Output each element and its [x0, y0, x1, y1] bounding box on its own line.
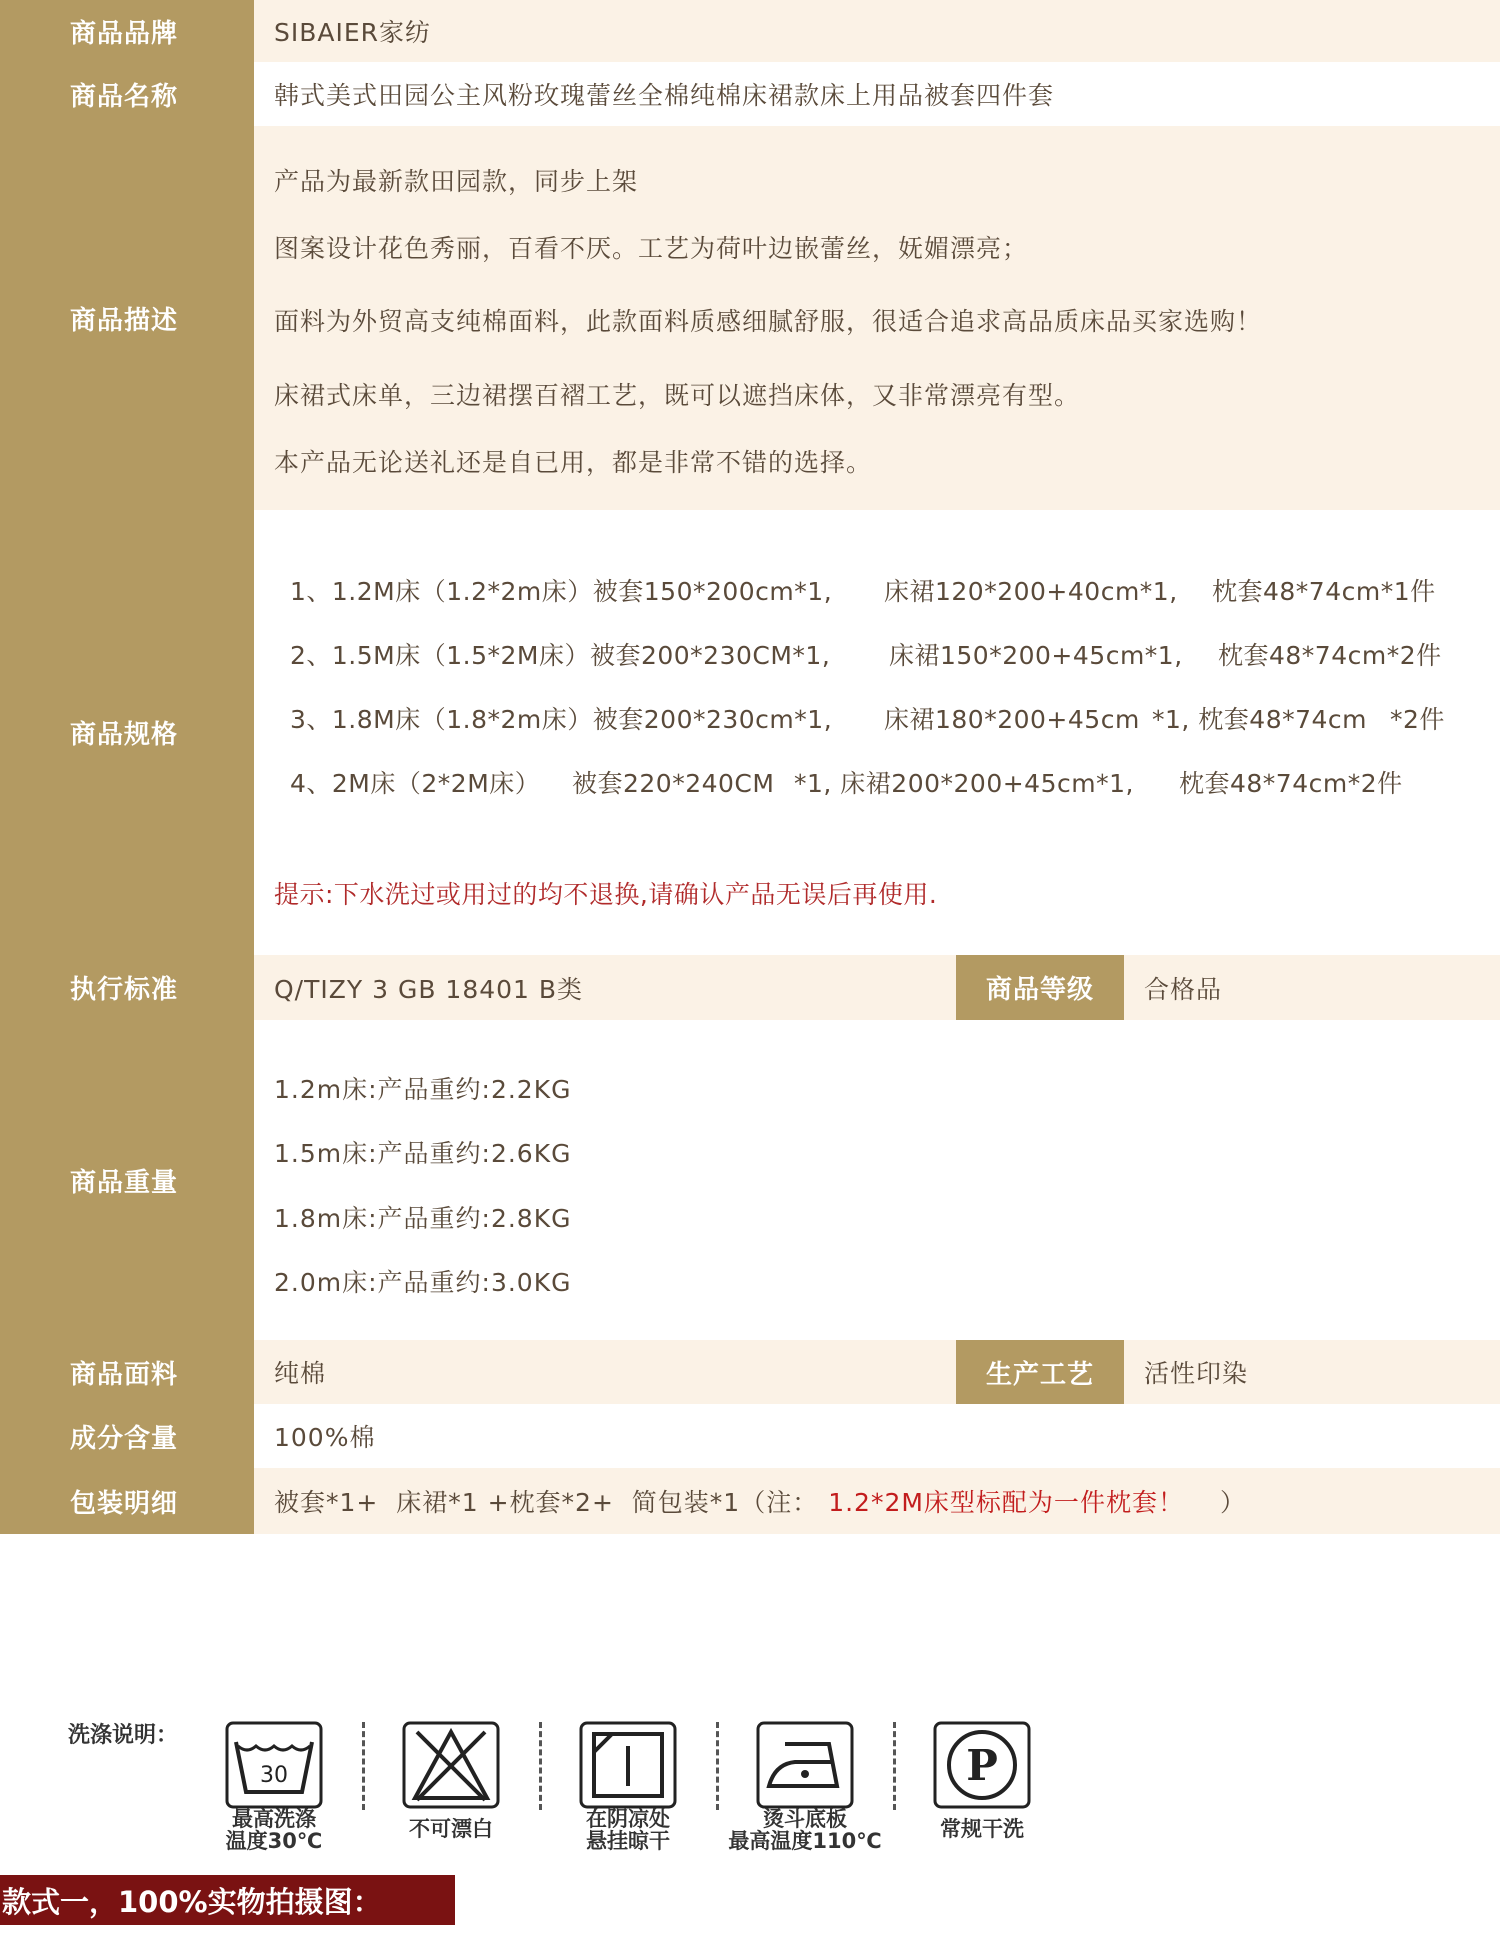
- name-label: 商品名称: [0, 62, 254, 126]
- description-value: [254, 126, 1500, 510]
- spec-item-3-pillow: *1, 枕套48*74cm: [1152, 705, 1368, 734]
- care-caption-wash: [224, 1808, 324, 1852]
- spec-item-2-pillow: 枕套48*74cm*2件: [1218, 641, 1442, 670]
- iron-110-icon: [755, 1720, 855, 1810]
- spec-value: [254, 510, 1500, 955]
- fabric-text: 纯棉: [274, 1359, 327, 1388]
- care-caption-line: 在阴凉处: [586, 1807, 670, 1831]
- description-line: 本产品无论送礼还是自已用，都是非常不错的选择。: [274, 448, 873, 477]
- weight-label: 商品重量: [0, 1020, 254, 1340]
- spec-item-4-size: 4、2M床（2*2M床）: [290, 769, 541, 798]
- description-row: [0, 126, 1500, 510]
- care-caption-line: 最高温度110℃: [728, 1829, 882, 1853]
- care-caption-line: 悬挂晾干: [586, 1829, 670, 1853]
- description-line: 面料为外贸高支纯棉面料，此款面料质感细腻舒服，很适合追求高品质床品买家选购！: [274, 307, 1263, 336]
- fabric-label: 商品面料: [0, 1340, 254, 1404]
- dry-clean-letter: P: [966, 1741, 998, 1790]
- description-line: 产品为最新款田园款，同步上架: [274, 167, 639, 196]
- care-separator: [893, 1722, 896, 1810]
- content-label: 成分含量: [0, 1404, 254, 1468]
- spec-item-2-skirt: 床裙150*200+45cm*1,: [889, 641, 1183, 670]
- dry-clean-p-icon: [932, 1720, 1032, 1810]
- care-separator: [716, 1722, 719, 1810]
- package-close: ）: [1219, 1488, 1246, 1517]
- standard-row: [0, 955, 1500, 1020]
- process-value: 活性印染: [1144, 1359, 1249, 1388]
- spec-item-3-quilt: 3、1.8M床（1.8*2m床）被套200*230cm*1,: [290, 705, 833, 734]
- style-banner: 款式一，100%实物拍摄图：: [0, 1875, 455, 1925]
- spec-label: 商品规格: [0, 510, 254, 955]
- care-caption-line: 常规干洗: [940, 1817, 1024, 1841]
- brand-label: 商品品牌: [0, 0, 254, 62]
- package-label: 包装明细: [0, 1468, 254, 1534]
- spec-item-1-pillow: 枕套48*74cm*1件: [1212, 577, 1436, 606]
- weight-line: 1.2m床:产品重约:2.2KG: [274, 1075, 572, 1104]
- weight-line: 2.0m床:产品重约:3.0KG: [274, 1268, 572, 1297]
- care-caption-bleach: [401, 1818, 501, 1840]
- standard-text: Q/TIZY 3 GB 18401 B类: [274, 974, 584, 1004]
- spec-item-4-skirt: *1, 床裙200*200+45cm*1,: [794, 769, 1134, 798]
- spec-notice: 提示:下水洗过或用过的均不退换,请确认产品无误后再使用.: [274, 880, 938, 909]
- no-bleach-icon: [401, 1720, 501, 1810]
- package-text: 被套*1+ 床裙*1 +枕套*2+ 简包装*1（注：: [274, 1488, 819, 1517]
- care-caption-line: 不可漂白: [409, 1817, 493, 1841]
- spec-item-1-quilt: 1、1.2M床（1.2*2m床）被套150*200cm*1,: [290, 577, 833, 606]
- weight-line: 1.8m床:产品重约:2.8KG: [274, 1204, 572, 1233]
- care-caption-iron: [725, 1808, 885, 1852]
- description-line: 床裙式床单，三边裙摆百褶工艺，既可以遮挡床体，又非常漂亮有型。: [274, 381, 1081, 410]
- shade-dry-icon: [578, 1720, 678, 1810]
- brand-row: [0, 0, 1500, 62]
- spec-item-3-skirt: 床裙180*200+45cm: [884, 705, 1140, 734]
- name-value: 韩式美式田园公主风粉玫瑰蕾丝全棉纯棉床裙款床上用品被套四件套: [254, 62, 1500, 126]
- spec-row: [0, 510, 1500, 955]
- package-note: 1.2*2M床型标配为一件枕套！: [828, 1488, 1184, 1517]
- process-label: 生产工艺: [956, 1340, 1124, 1404]
- wash-30-icon: [224, 1720, 324, 1810]
- standard-label: 执行标准: [0, 955, 254, 1020]
- wash-temp-number: 30: [260, 1763, 288, 1788]
- care-separator: [539, 1722, 542, 1810]
- care-separator: [362, 1722, 365, 1810]
- care-caption-dryclean: [932, 1818, 1032, 1840]
- spec-item-4-quilt: 被套220*240CM: [572, 769, 775, 798]
- spec-item-3-count: *2件: [1390, 705, 1445, 734]
- spec-item-2-quilt: 2、1.5M床（1.5*2M床）被套200*230CM*1,: [290, 641, 831, 670]
- spec-item-1-skirt: 床裙120*200+40cm*1,: [884, 577, 1178, 606]
- care-caption-line: 最高洗涤: [232, 1807, 316, 1831]
- description-line: 图案设计花色秀丽，百看不厌。工艺为荷叶边嵌蕾丝，妩媚漂亮；: [274, 234, 1029, 263]
- package-row: [0, 1468, 1500, 1534]
- grade-label: 商品等级: [956, 955, 1124, 1020]
- care-caption-dry: [578, 1808, 678, 1852]
- name-row: [0, 62, 1500, 126]
- weight-row: [0, 1020, 1500, 1340]
- description-label: 商品描述: [0, 126, 254, 510]
- content-row: [0, 1404, 1500, 1468]
- content-value: 100%棉: [254, 1404, 1500, 1468]
- standard-value: [254, 955, 1500, 1020]
- brand-value: SIBAIER家纺: [254, 0, 1500, 62]
- spec-item-4-pillow: 枕套48*74cm*2件: [1179, 769, 1403, 798]
- weight-value: [254, 1020, 1500, 1340]
- fabric-value: [254, 1340, 1500, 1404]
- weight-line: 1.5m床:产品重约:2.6KG: [274, 1139, 572, 1168]
- fabric-row: [0, 1340, 1500, 1404]
- care-title: 洗涤说明：: [68, 1723, 179, 1748]
- grade-value: 合格品: [1144, 974, 1223, 1004]
- care-caption-line: 烫斗底板: [763, 1807, 847, 1831]
- care-caption-line: 温度30℃: [225, 1829, 323, 1853]
- package-value: [254, 1468, 1500, 1534]
